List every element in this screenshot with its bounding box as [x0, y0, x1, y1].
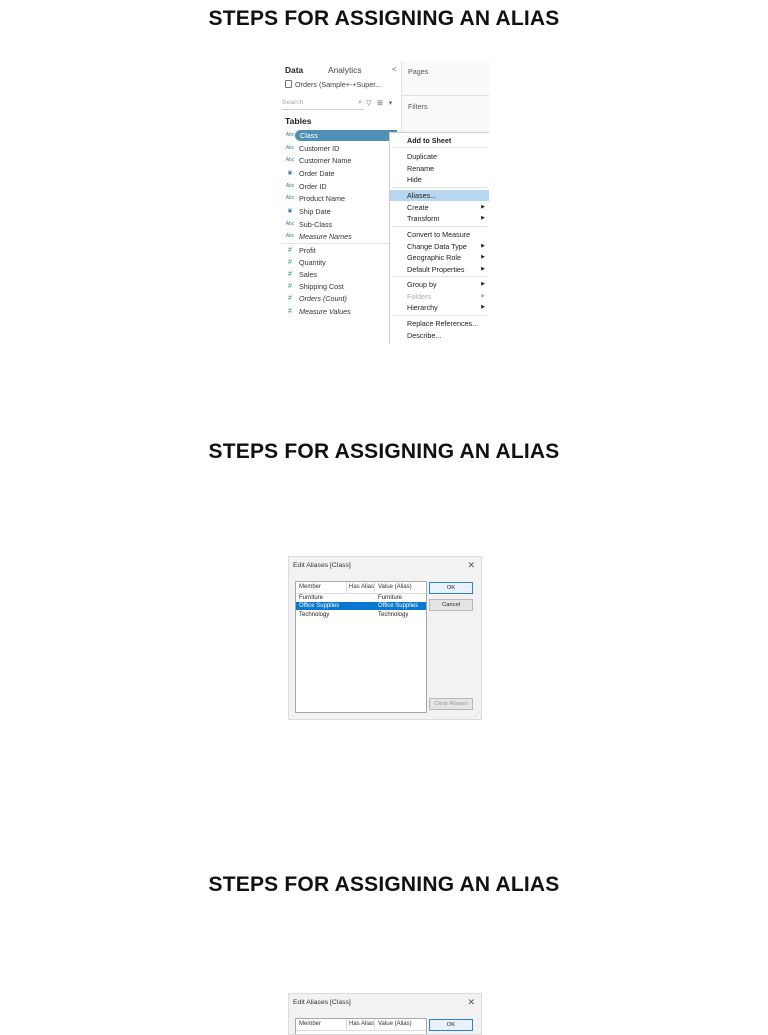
tab-analytics[interactable]: Analytics: [328, 65, 362, 75]
field-sales[interactable]: # Sales: [281, 269, 400, 280]
field-customer-id[interactable]: Abc Customer ID: [285, 144, 340, 153]
resize-grip-icon[interactable]: ⋰: [474, 712, 480, 718]
submenu-arrow-icon: ▶: [481, 204, 485, 210]
data-pane-tabs: [281, 61, 400, 77]
field-search-input[interactable]: [282, 99, 364, 110]
data-source-label: Orders (Sample+-+Super...: [295, 80, 382, 89]
menu-item-aliases[interactable]: Aliases...: [390, 190, 489, 201]
filters-shelf-label: Filters: [408, 102, 428, 111]
number-type-icon: #: [288, 259, 292, 266]
field-quantity[interactable]: # Quantity: [281, 257, 400, 268]
cancel-button[interactable]: Cancel: [429, 599, 473, 611]
menu-item-convert-to-measure[interactable]: Convert to Measure: [407, 230, 471, 239]
menu-item-create[interactable]: Create ▶: [407, 203, 485, 212]
menu-item-transform[interactable]: Transform ▶: [407, 214, 485, 223]
menu-divider: [392, 187, 488, 188]
dialog-title: Edit Aliases [Class]: [293, 562, 351, 569]
table-row[interactable]: Technology Technology: [299, 612, 409, 618]
aliases-table: [295, 581, 427, 713]
data-source[interactable]: [285, 80, 397, 92]
table-row[interactable]: Furniture Furniture: [299, 595, 403, 601]
ok-button[interactable]: OK: [429, 582, 473, 594]
field-customer-name[interactable]: Abc Customer Name: [285, 156, 352, 165]
field-orders-count[interactable]: # Orders (Count): [281, 293, 400, 304]
submenu-arrow-icon: ▶: [481, 254, 485, 260]
menu-item-duplicate[interactable]: Duplicate: [407, 152, 437, 161]
menu-divider: [392, 315, 488, 316]
menu-item-hide[interactable]: Hide: [407, 175, 422, 184]
menu-item-default-properties[interactable]: Default Properties ▶: [407, 265, 485, 274]
number-type-icon: #: [288, 271, 292, 278]
submenu-arrow-icon: ▶: [481, 243, 485, 249]
submenu-arrow-icon: ▶: [481, 281, 485, 287]
menu-item-geographic-role[interactable]: Geographic Role ▶: [407, 253, 485, 262]
column-header-value-alias[interactable]: Value (Alias): [378, 584, 412, 590]
menu-item-describe[interactable]: Describe...: [407, 331, 442, 340]
string-type-icon: Abc: [285, 183, 295, 189]
aliases-table: [295, 1018, 427, 1035]
ok-button[interactable]: OK: [429, 1019, 473, 1031]
edit-aliases-dialog: [288, 993, 482, 1035]
column-header-has-alias[interactable]: Has Alias: [349, 584, 375, 590]
tables-heading: Tables: [285, 116, 312, 126]
string-type-icon: Abc: [285, 157, 295, 163]
menu-divider: [392, 226, 488, 227]
menu-item-hierarchy[interactable]: Hierarchy ▶: [407, 303, 485, 312]
number-type-icon: #: [288, 283, 292, 290]
search-placeholder: Search: [282, 99, 304, 106]
submenu-arrow-icon: ▶: [481, 266, 485, 272]
string-type-icon: Abc: [285, 195, 295, 201]
database-icon: [285, 80, 292, 88]
pages-shelf-label: Pages: [408, 67, 429, 76]
menu-item-group-by[interactable]: Group by ▶: [407, 280, 485, 289]
column-header-member[interactable]: Member: [299, 584, 322, 590]
string-type-icon: Abc: [285, 132, 295, 138]
menu-divider: [392, 276, 488, 277]
field-product-name[interactable]: Abc Product Name: [285, 194, 345, 203]
column-divider: [374, 582, 375, 593]
number-type-icon: #: [288, 247, 292, 254]
close-icon[interactable]: ✕: [467, 560, 475, 570]
string-type-icon: Abc: [285, 145, 295, 151]
data-pane: [281, 61, 400, 343]
column-header-has-alias[interactable]: Has Alias: [349, 1021, 375, 1027]
field-measure-names[interactable]: Abc Measure Names: [285, 232, 352, 241]
submenu-arrow-icon: ▶: [481, 304, 485, 310]
aliases-table-header: [296, 582, 426, 594]
menu-item-folders: Folders ▶: [407, 292, 485, 301]
field-measure-values[interactable]: # Measure Values: [281, 306, 400, 317]
aliases-table-header: [296, 1019, 426, 1031]
menu-item-rename[interactable]: Rename: [407, 164, 435, 173]
dialog-title: Edit Aliases [Class]: [293, 999, 351, 1006]
menu-item-add-to-sheet[interactable]: Add to Sheet: [407, 136, 452, 145]
field-ship-date[interactable]: ▣ Ship Date: [281, 206, 400, 217]
column-divider: [346, 1019, 347, 1030]
string-type-icon: Abc: [285, 233, 295, 239]
tab-data[interactable]: Data: [285, 65, 304, 75]
string-type-icon: Abc: [285, 221, 295, 227]
field-sub-class[interactable]: Abc Sub-Class: [285, 220, 333, 229]
date-type-icon: ▣: [287, 208, 293, 214]
clear-aliases-button: Clear Aliases: [429, 698, 473, 710]
column-divider: [374, 1019, 375, 1030]
edit-aliases-dialog: [288, 556, 482, 720]
field-class[interactable]: Abc Class: [281, 130, 400, 141]
close-icon[interactable]: ✕: [467, 997, 475, 1007]
divider: [281, 243, 400, 244]
filter-view-icons[interactable]: ▽ ⊞ ▾: [366, 100, 395, 107]
slide-title: STEPS FOR ASSIGNING AN ALIAS: [208, 873, 560, 896]
number-type-icon: #: [288, 295, 292, 302]
collapse-pane-icon[interactable]: <: [392, 65, 397, 74]
slide-title: STEPS FOR ASSIGNING AN ALIAS: [208, 440, 560, 463]
number-type-icon: #: [288, 308, 292, 315]
field-profit[interactable]: # Profit: [281, 245, 400, 256]
column-divider: [346, 582, 347, 593]
field-order-date[interactable]: ▣ Order Date: [281, 168, 400, 179]
submenu-arrow-icon: ▶: [481, 215, 485, 221]
submenu-arrow-icon: ▶: [481, 293, 485, 299]
menu-divider: [392, 147, 488, 148]
field-context-menu: [389, 132, 489, 343]
date-type-icon: ▣: [287, 170, 293, 176]
menu-item-replace-references[interactable]: Replace References...: [407, 319, 479, 328]
divider: [402, 95, 489, 96]
tableau-data-pane-screenshot: [281, 61, 489, 343]
column-header-value-alias[interactable]: Value (Alias): [378, 1021, 412, 1027]
menu-item-change-data-type[interactable]: Change Data Type ▶: [407, 242, 485, 251]
field-shipping-cost[interactable]: # Shipping Cost: [281, 281, 400, 292]
table-row[interactable]: Office Supplies Office Supplies: [296, 602, 426, 610]
field-order-id[interactable]: Abc Order ID: [285, 182, 327, 191]
slide-title: STEPS FOR ASSIGNING AN ALIAS: [208, 7, 560, 30]
search-icon: ⌕: [358, 99, 362, 106]
column-header-member[interactable]: Member: [299, 1021, 322, 1027]
